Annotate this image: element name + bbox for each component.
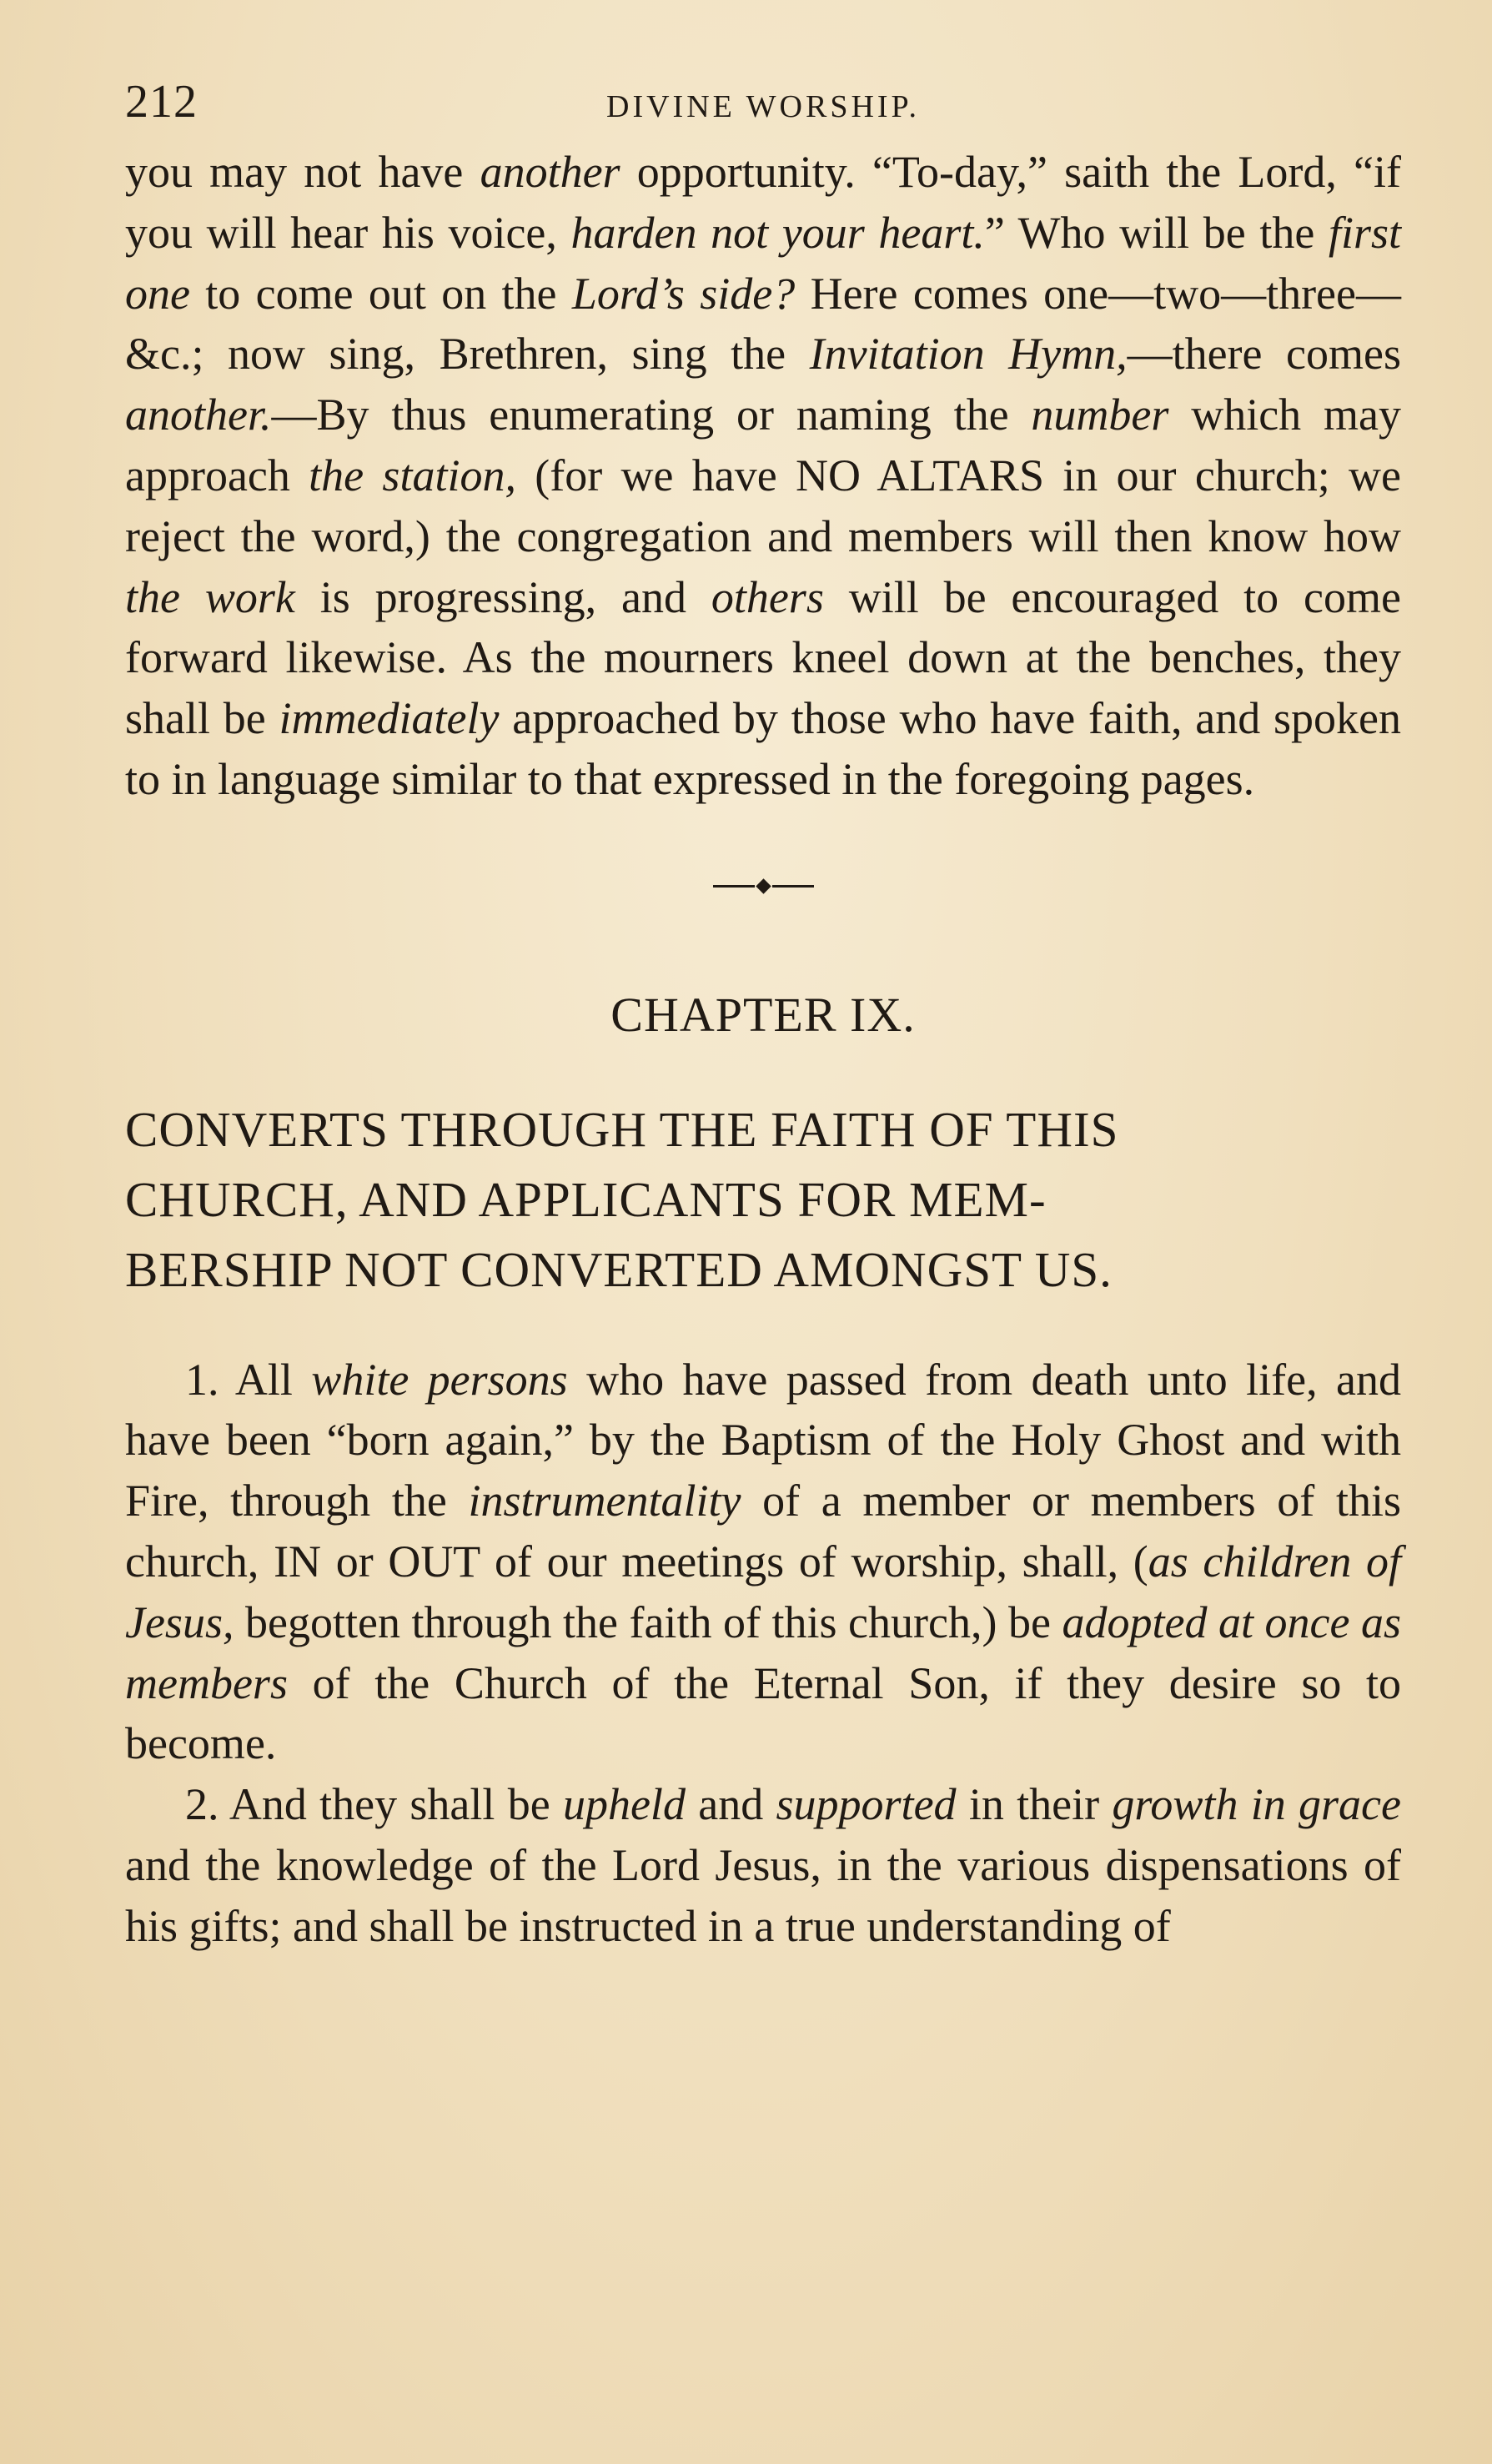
italic-text-run: growth in grace <box>1112 1779 1401 1830</box>
italic-text-run: the work <box>125 571 295 622</box>
text-run: which may approach <box>125 390 1401 500</box>
italic-text-run: harden not your heart. <box>570 207 985 258</box>
text-run: —By thus enumerating or naming the <box>271 390 1032 440</box>
italic-text-run: the station, <box>309 450 516 500</box>
text-run: ” Who will be the <box>984 207 1329 258</box>
ornament-line-right <box>772 885 814 888</box>
italic-text-run: Invitation Hymn, <box>809 329 1128 380</box>
italic-text-run: another <box>480 147 620 197</box>
text-run: begotten through the faith of this church,) be <box>234 1597 1062 1647</box>
text-run: in their <box>956 1779 1113 1830</box>
text-run: 1. All <box>185 1354 312 1405</box>
italic-text-run: first one <box>125 207 1401 319</box>
text-run: you may not have <box>125 147 480 197</box>
text-run: and <box>685 1779 776 1830</box>
text-run: opportunity. “To-day,” saith the Lord, “if you will hear his voice, <box>125 147 1401 258</box>
chapter-title-line: BERSHIP NOT CONVERTED AMONGST US. <box>125 1241 1113 1297</box>
text-run: of the Church of the Eternal Son, if they desire so to become. <box>125 1657 1401 1769</box>
paragraph-2 <box>125 1774 1401 1956</box>
text-run: of a member or members of this church, IN or OUT of our meetings of worship, shall, ( <box>125 1476 1401 1587</box>
book-page <box>125 75 1401 1957</box>
section-divider-ornament <box>125 862 1401 912</box>
paragraph-1 <box>125 1350 1401 1775</box>
text-run: is progressing, and <box>294 571 711 622</box>
ornament-diamond-icon <box>756 879 771 894</box>
chapter-title-line: CONVERTS THROUGH THE FAITH OF THIS <box>125 1101 1119 1157</box>
italic-text-run: another. <box>125 390 272 440</box>
text-run: Here comes one—two—three—&c.; now sing, Brethren, sing the <box>125 268 1401 380</box>
chapter-title-line: CHURCH, AND APPLICANTS FOR MEM- <box>125 1171 1047 1227</box>
italic-text-run: supported <box>776 1779 957 1830</box>
italic-text-run: white persons <box>311 1354 568 1405</box>
italic-text-run: adopted at once as members <box>125 1597 1401 1708</box>
italic-text-run: as children of Jesus, <box>125 1536 1401 1647</box>
text-run: —there comes <box>1127 329 1401 380</box>
text-run: who have passed from death unto life, and have been “born again,” by the Baptism of the Holy Ghost and with Fire, through the <box>125 1354 1401 1526</box>
page-number: 212 <box>125 76 198 128</box>
ornament-line-left <box>713 885 755 888</box>
text-run: 2. And they shall be <box>185 1779 563 1830</box>
chapter-heading: CHAPTER IX. <box>610 987 916 1042</box>
italic-text-run: Lord’s side? <box>571 268 796 319</box>
text-run: and the knowledge of the Lord Jesus, in the various dispensations of his gifts; and shall be instructed in a true understanding of <box>125 1839 1401 1951</box>
running-head <box>125 75 1401 142</box>
text-run: to come out on the <box>189 268 572 319</box>
italic-text-run: upheld <box>562 1779 686 1830</box>
text-run: approached by those who have faith, and spoken to in language similar to that expressed in the foregoing pages. <box>125 693 1401 804</box>
running-title: DIVINE WORSHIP. <box>606 89 920 124</box>
italic-text-run: immediately <box>279 693 500 744</box>
continuation-paragraph <box>125 142 1401 810</box>
main-text <box>125 142 1401 1957</box>
italic-text-run: instrumentality <box>468 1476 741 1526</box>
chapter-title <box>125 1094 1401 1305</box>
text-run: will be encouraged to come forward likewise. As the mourners kneel down at the benches, they shall be <box>125 571 1401 744</box>
italic-text-run: number <box>1031 390 1169 440</box>
text-run: (for we have NO ALTARS in our church; we reject the word,) the congregation and members will then know how <box>125 450 1401 561</box>
italic-text-run: others <box>711 571 824 622</box>
